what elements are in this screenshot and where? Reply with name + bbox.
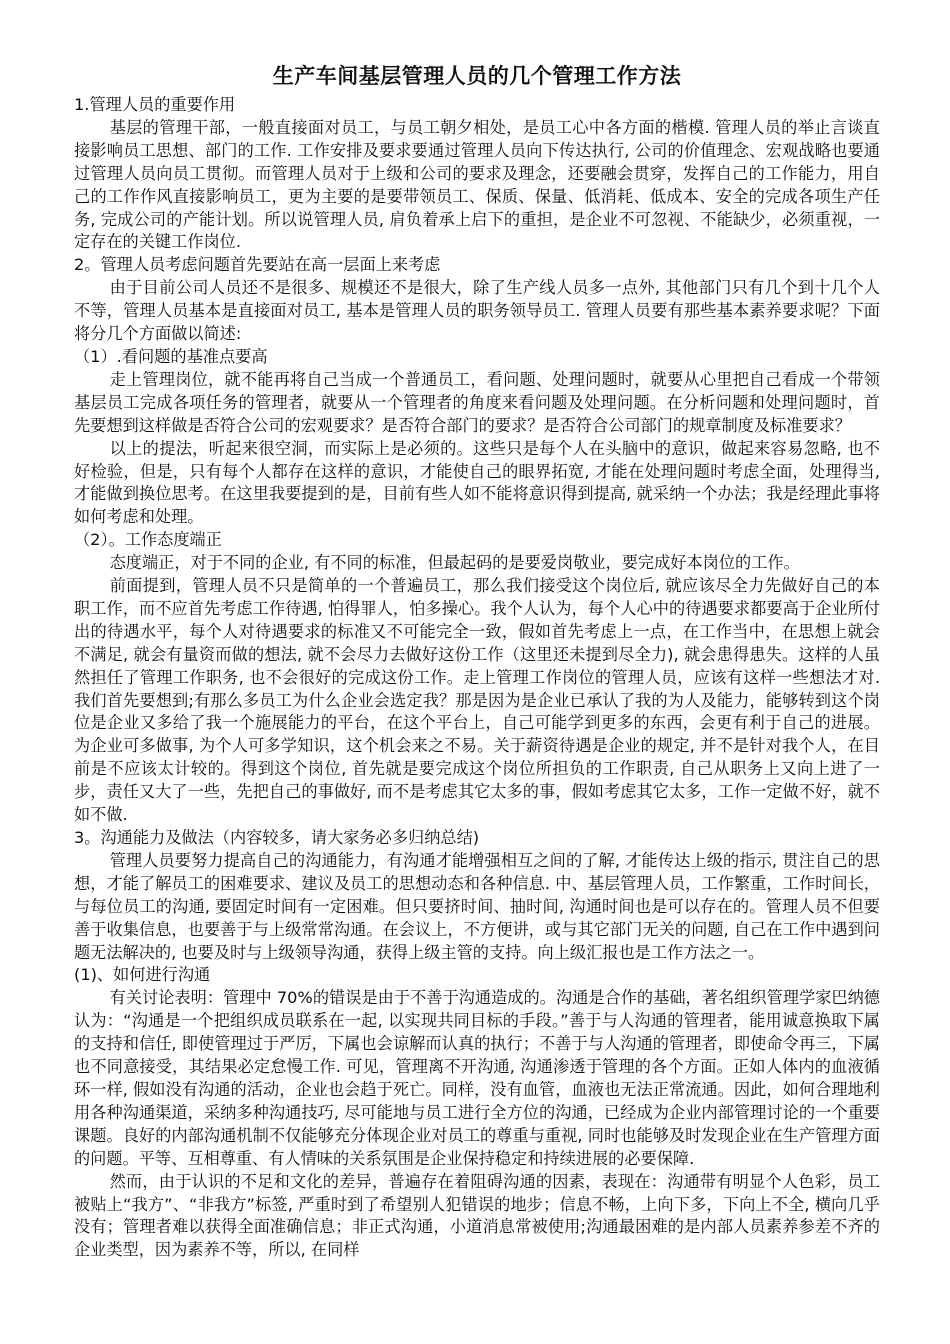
subsection-heading-3-1: (1)、如何进行沟通 — [74, 965, 211, 985]
paragraph: 有关讨论表明：管理中 70%的错误是由于不善于沟通造成的。沟通是合作的基础，著名组织管理学家巴纳德认为：“沟通是一个把组织成员联系在一起, 以实现共同目标的手段。”善于与人沟通的管理者，能用诚意换取下属的支持和信任, 即使管理过于严厉，下属也会谅解而认真的执行；不善于与人沟通的管理者，即使命令再三，下属也不同意接受，其结果必定怠慢工作. 可见，管理离不开沟通, 沟通渗透于管理的各个方面。正如人体内的血液循环一样, 假如没有沟通的活动，企业也会趋于死亡。同样，没有血管，血液也无法正常流通。因此，如何合理地利用各种沟通渠道，采纳多种沟通技巧, 尽可能地与员工进行全方位的沟通，已经成为企业内部管理讨论的一个重要课题。良好的内部沟通机制不仅能够充分体现企业对员工的尊重与重视, 同时也能够及时发现企业在生产管理方面的问题。平等、互相尊重、有人情味的关系氛围是企业保持稳定和持续进展的必要保障. — [74, 988, 880, 1168]
subsection-heading-2-1: （1）.看问题的基准点要高 — [74, 346, 268, 366]
document-page — [74, 62, 880, 1262]
section-heading-2: 2。管理人员考虑问题首先要站在高一层面上来考虑 — [74, 255, 441, 275]
section-heading-3: 3。沟通能力及做法（内容较多，请大家务必多归纳总结) — [74, 828, 480, 847]
paragraph: 走上管理岗位，就不能再将自己当成一个普通员工，看问题、处理问题时，就要从心里把自己看成一个带领基层员工完成各项任务的管理者，就要从一个管理者的角度来看问题及处理问题。在分析问题和处理问题时，首先要想到这样做是否符合公司的宏观要求？是否符合部门的要求？是否符合公司部门的规章制度及标准要求？ — [74, 369, 880, 435]
paragraph: 管理人员要努力提高自己的沟通能力，有沟通才能增强相互之间的了解, 才能传达上级的指示, 贯注自己的思想，才能了解员工的困难要求、建议及员工的思想动态和各种信息. 中、基层管理人员，工作繁重，工作时间长，与每位员工的沟通, 要固定时间有一定困难。但只要挤时间、抽时间, 沟通时间也是可以存在的。管理人员不但要善于收集信息，也要善于与上级常常沟通。在会议上，不方便讲，或与其它部门无关的问题, 自己在工作中遇到问题无法解决的, 也要及时与上级领导沟通，获得上级主管的支持。向上级汇报也是工作方法之一。 — [74, 850, 880, 962]
subsection-heading-2-2: （2）。工作态度端正 — [74, 530, 222, 550]
paragraph: 然而，由于认识的不足和文化的差异，普遍存在着阻碍沟通的因素，表现在：沟通带有明显个人色彩，员工被贴上“我方”、“非我方”标签, 严重时到了希望别人犯错误的地步；信息不畅，上向下多，下向上不全, 横向几乎没有；管理者难以获得全面准确信息；非正式沟通，小道消息常被使用;沟通最困难的是内部人员素养参差不齐的企业类型，因为素养不等，所以, 在同样 — [74, 1171, 880, 1260]
paragraph: 由于目前公司人员还不是很多、规模还不是很大，除了生产线人员多一点外, 其他部门只有几个到十几个人不等，管理人员基本是直接面对员工, 基本是管理人员的职务领导员工. 管理人员要有那些基本素养要求呢？下面将分几个方面做以简述: — [74, 278, 880, 344]
paragraph: 基层的管理干部，一般直接面对员工，与员工朝夕相处，是员工心中各方面的楷模. 管理人员的举止言谈直接影响员工思想、部门的工作. 工作安排及要求要通过管理人员向下传达执行, 公司的价值理念、宏观战略也要通过管理人员向员工贯彻。而管理人员对于上级和公司的要求及理念，还要融会贯穿，发挥自己的工作能力，用自己的工作作风直接影响员工，更为主要的是要带领员工、保质、保量、低消耗、低成本、安全的完成各项生产任务, 完成公司的产能计划。所以说管理人员, 肩负着承上启下的重担，是企业不可忽视、不能缺少，必须重视，一定存在的关键工作岗位. — [74, 117, 880, 252]
paragraph: 态度端正，对于不同的企业, 有不同的标准，但最起码的是要爱岗敬业，要完成好本岗位的工作。 — [109, 553, 800, 573]
paragraph: 前面提到，管理人员不只是简单的一个普遍员工，那么我们接受这个岗位后, 就应该尽全力先做好自己的本职工作，而不应首先考虑工作待遇, 怕得罪人，怕多操心。我个人认为，每个人心中的待遇要求都要高于企业所付出的待遇水平，每个人对待遇要求的标准又不可能完全一致，假如首先考虑上一点，在工作当中，在思想上就会不满足, 就会有量资而做的想法, 就不会尽力去做好这份工作（这里还未提到尽全力), 就会患得患失。这样的人虽然担任了管理工作职务, 也不会很好的完成这份工作。走上管理工作岗位的管理人员，应该有这样一些想法才对. 我们首先要想到;有那么多员工为什么企业会选定我？那是因为是企业已承认了我的为人及能力，能够转到这个岗位是企业又多给了我一个施展能力的平台，在这个平台上，自己可能学到更多的东西，会更有利于自己的进展。为企业可多做事, 为个人可多学知识，这个机会来之不易。关于薪资待遇是企业的规定, 并不是针对我个人，在目前是不应该太计较的。得到这个岗位, 首先就是要完成这个岗位所担负的工作职责, 自己从职务上又向上进了一步，责任又大了一些，先把自己的事做好, 而不是考虑其它太多的事，假如考虑其它太多，工作一定做不好，就不如不做. — [74, 576, 880, 825]
section-heading-1: 1.管理人员的重要作用 — [74, 95, 236, 114]
document-title: 生产车间基层管理人员的几个管理工作方法 — [272, 64, 682, 88]
paragraph: 以上的提法，听起来很空洞，而实际上是必须的。这些只是每个人在头脑中的意识，做起来容易忽略, 也不好检验，但是，只有每个人都存在这样的意识，才能使自己的眼界拓宽, 才能在处理问题时考虑全面，处理得当, 才能做到换位思考。在这里我要提到的是，目前有些人如不能将意识得到提高, 就采纳一个办法；我是经理此事将如何考虑和处理。 — [74, 438, 880, 527]
